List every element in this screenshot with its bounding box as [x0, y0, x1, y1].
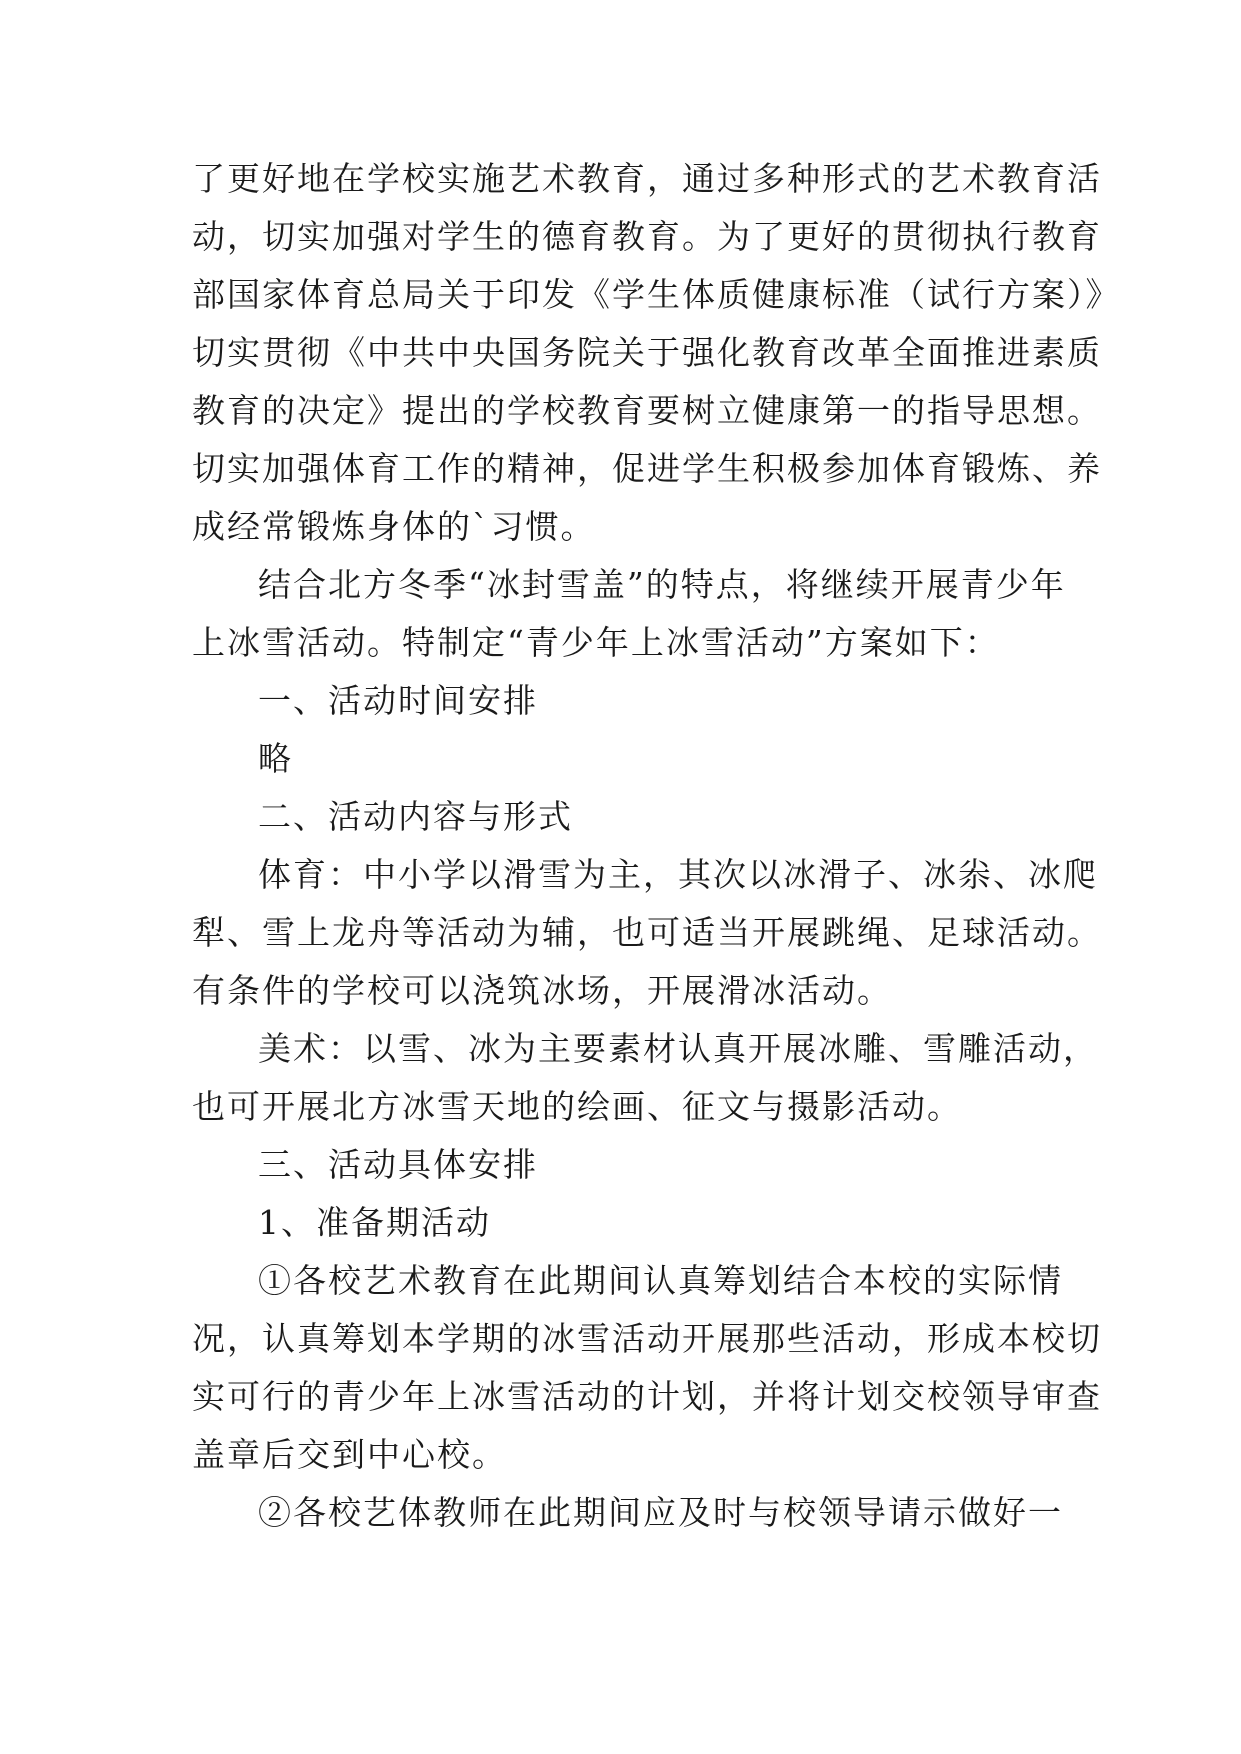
section-heading: 三、活动具体安排 [258, 1145, 538, 1184]
text-line: 有条件的学校可以浇筑冰场，开展滑冰活动。 [192, 971, 892, 1010]
text-line: 动，切实加强对学生的德育教育。为了更好的贯彻执行教育 [192, 217, 1102, 256]
paragraph-first-line: 略 [258, 739, 293, 778]
text-line: 况，认真筹划本学期的冰雪活动开展那些活动，形成本校切 [192, 1319, 1102, 1358]
text-line: 犁、雪上龙舟等活动为辅，也可适当开展跳绳、足球活动。 [192, 913, 1102, 952]
text-line: 上冰雪活动。特制定“青少年上冰雪活动”方案如下： [192, 623, 1000, 662]
paragraph-first-line: 体育：中小学以滑雪为主，其次以冰滑子、冰尜、冰爬 [258, 855, 1098, 894]
text-line: 了更好地在学校实施艺术教育，通过多种形式的艺术教育活 [192, 159, 1102, 198]
subsection-heading: 1、准备期活动 [258, 1203, 491, 1242]
section-heading: 二、活动内容与形式 [258, 797, 573, 836]
text-line: 也可开展北方冰雪天地的绘画、征文与摄影活动。 [192, 1087, 962, 1126]
text-line: 切实贯彻《中共中央国务院关于强化教育改革全面推进素质 [192, 333, 1102, 372]
paragraph-first-line: ②各校艺体教师在此期间应及时与校领导请示做好一 [258, 1493, 1063, 1532]
paragraph-first-line: 结合北方冬季“冰封雪盖”的特点，将继续开展青少年 [258, 565, 1066, 604]
text-line: 部国家体育总局关于印发《学生体质健康标准（试行方案）》 [192, 275, 1121, 314]
paragraph-first-line: ①各校艺术教育在此期间认真筹划结合本校的实际情 [258, 1261, 1063, 1300]
text-line: 盖章后交到中心校。 [192, 1435, 507, 1474]
text-line: 实可行的青少年上冰雪活动的计划，并将计划交校领导审查 [192, 1377, 1102, 1416]
text-line: 切实加强体育工作的精神，促进学生积极参加体育锻炼、养 [192, 449, 1102, 488]
section-heading: 一、活动时间安排 [258, 681, 538, 720]
text-line: 成经常锻炼身体的`习惯。 [192, 507, 596, 546]
text-line: 教育的决定》提出的学校教育要树立健康第一的指导思想。 [192, 391, 1102, 430]
paragraph-first-line: 美术：以雪、冰为主要素材认真开展冰雕、雪雕活动， [258, 1029, 1098, 1068]
document-body [192, 150, 1121, 1542]
